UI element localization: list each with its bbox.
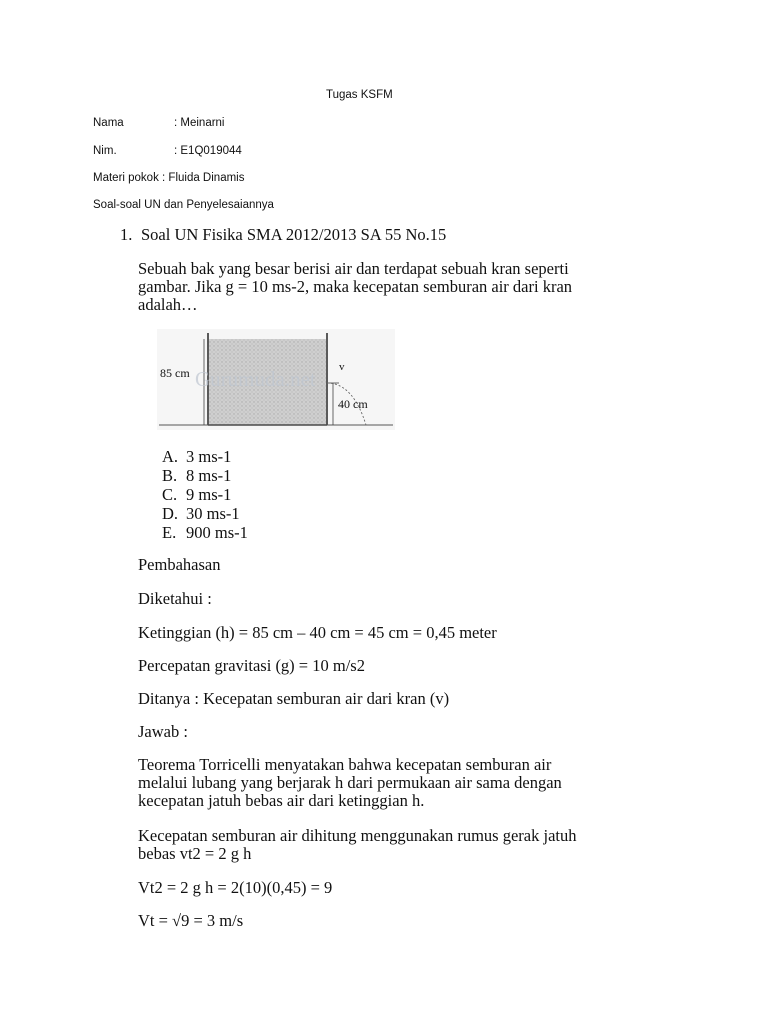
option-e: E. 900 ms-1	[162, 523, 248, 542]
rumus-paragraph	[138, 827, 678, 863]
ditanya-line: Ditanya : Kecepatan semburan air dari kran (v)	[138, 689, 450, 708]
name-label: Nama	[93, 117, 124, 129]
label-v: v	[339, 361, 345, 373]
watermark-text: Gurumuda.net	[195, 367, 316, 391]
gravitasi-line: Percepatan gravitasi (g) = 10 m/s2	[138, 656, 365, 675]
ketinggian-line: Ketinggian (h) = 85 cm – 40 cm = 45 cm = 0,45 meter	[138, 623, 497, 642]
doc-title: Tugas KSFM	[326, 89, 393, 101]
calc-vt2: Vt2 = 2 g h = 2(10)(0,45) = 9	[138, 878, 333, 897]
torricelli-line: melalui lubang yang berjarak h dari permukaan air sama dengan	[138, 773, 562, 792]
option-d: D. 30 ms-1	[162, 504, 240, 523]
materi-pokok: Materi pokok : Fluida Dinamis	[93, 172, 245, 184]
option-c: C. 9 ms-1	[162, 485, 232, 504]
torricelli-paragraph	[138, 756, 678, 810]
label-85cm: 85 cm	[160, 366, 190, 380]
tank-figure	[157, 329, 395, 430]
subtitle: Soal-soal UN dan Penyelesaiannya	[93, 199, 274, 211]
option-b: B. 8 ms-1	[162, 466, 232, 485]
nim-label: Nim.	[93, 145, 117, 157]
pembahasan-heading: Pembahasan	[138, 555, 221, 574]
label-40cm: 40 cm	[338, 397, 368, 411]
calc-vt: Vt = √9 = 3 m/s	[138, 911, 244, 930]
option-a: A. 3 ms-1	[162, 447, 232, 466]
rumus-line: bebas vt2 = 2 g h	[138, 844, 252, 863]
question-text-line: adalah…	[138, 295, 198, 314]
torricelli-line: kecepatan jatuh bebas air dari ketinggian h.	[138, 791, 425, 810]
name-value: : Meinarni	[174, 117, 225, 129]
diketahui-label: Diketahui :	[138, 589, 212, 608]
rumus-line: Kecepatan semburan air dihitung menggunakan rumus gerak jatuh	[138, 826, 577, 845]
question-text-line: Sebuah bak yang besar berisi air dan terdapat sebuah kran seperti	[138, 259, 569, 278]
question-text-line: gambar. Jika g = 10 ms-2, maka kecepatan semburan air dari kran	[138, 277, 573, 296]
question-number: 1.	[120, 225, 133, 244]
question-heading: Soal UN Fisika SMA 2012/2013 SA 55 No.15	[141, 225, 447, 244]
torricelli-line: Teorema Torricelli menyatakan bahwa kecepatan semburan air	[138, 755, 552, 774]
nim-value: : E1Q019044	[174, 145, 242, 157]
jawab-label: Jawab :	[138, 722, 188, 741]
question-text	[138, 260, 678, 314]
